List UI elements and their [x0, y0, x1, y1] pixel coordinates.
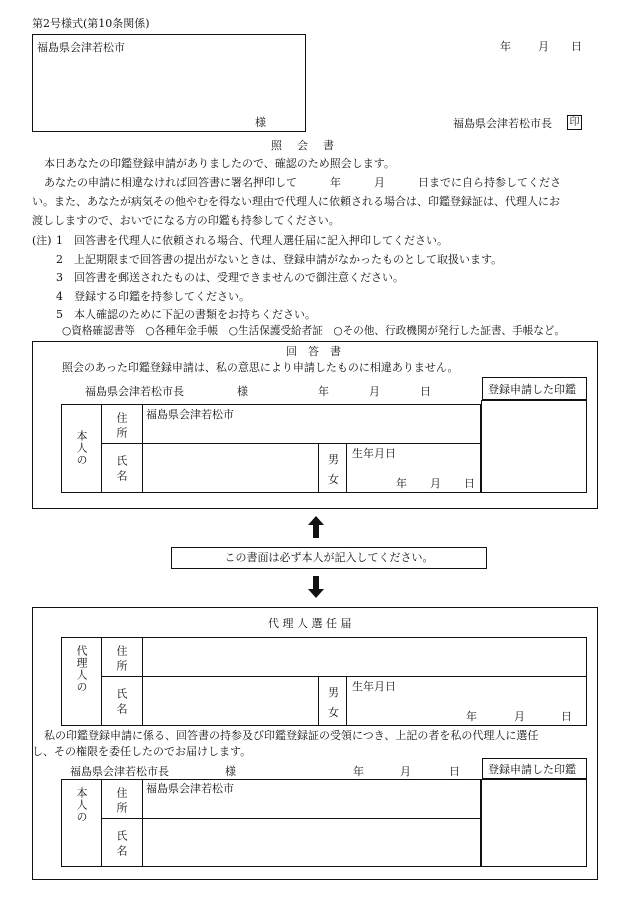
reply-birth-month: 月: [430, 477, 441, 490]
inquiry-paragraph-1: 本日あなたの印鑑登録申請がありましたので、確認のため照会します。: [44, 157, 395, 170]
inquiry-paragraph-2-line-3: 渡ししますので、おいでになる方の印鑑も持参してください。: [32, 214, 340, 227]
proxy-birth-label: 生年月日: [352, 680, 396, 693]
proxy-date-month: 月: [400, 765, 411, 778]
arrow-up-icon: [308, 516, 324, 538]
proxy-birth-day: 日: [561, 710, 572, 723]
inquiry-paragraph-2-line-1: あなたの申請に相違なければ回答書に署名押印して 年 月 日までに自ら持参してくださ: [44, 176, 561, 189]
inquiry-title: 照 会 書: [271, 139, 336, 152]
proxy-seal-header: [482, 758, 587, 779]
notice-box: [171, 547, 487, 569]
seal-mark: 印: [567, 115, 582, 130]
reply-birth-year: 年: [396, 477, 407, 490]
reply-birth-day: 日: [464, 477, 475, 490]
proxy-sama: 様: [225, 765, 236, 778]
proxy-person-name-field[interactable]: [146, 822, 476, 864]
required-documents: ○資格確認書等 ○各種年金手帳 ○生活保護受給者証 ○その他、行政機関が発行した証書、手帳など。: [62, 325, 566, 337]
reply-addressee: 福島県会津若松市長: [85, 385, 184, 398]
reply-seal-header: [482, 377, 587, 400]
divider: [101, 818, 481, 819]
reply-name-field[interactable]: [146, 448, 314, 490]
form-id: 第2号様式(第10条関係): [32, 17, 150, 30]
proxy-person-address-label: 住所: [115, 787, 128, 817]
proxy-name-label: 氏名: [115, 688, 128, 718]
reply-seal-area[interactable]: [481, 400, 587, 493]
notice-text: この書面は必ず本人が記入してください。: [224, 551, 434, 564]
proxy-title: 代 理 人 選 任 届: [268, 617, 352, 630]
addressee-address: 福島県会津若松市: [37, 41, 125, 54]
proxy-birth-year: 年: [466, 710, 477, 723]
addressee-sama: 様: [255, 116, 266, 129]
addressee-box[interactable]: [32, 34, 306, 132]
divider: [318, 443, 319, 493]
proxy-person-label: 本人の: [75, 787, 88, 823]
divider: [346, 676, 347, 726]
divider: [101, 637, 102, 726]
reply-seal-header-text: 登録申請した印鑑: [488, 383, 576, 396]
note-2: 2 上記期限まで回答書の提出がないときは、登録申請がなかったものとして取扱います。: [56, 253, 503, 266]
mayor-title: 福島県会津若松市長: [453, 117, 552, 130]
proxy-addressee: 福島県会津若松市長: [70, 765, 169, 778]
proxy-female[interactable]: 女: [328, 706, 339, 719]
divider: [101, 676, 587, 677]
proxy-seal-header-text: 登録申請した印鑑: [488, 763, 576, 776]
reply-female[interactable]: 女: [328, 473, 339, 486]
proxy-date-day: 日: [449, 765, 460, 778]
reply-statement: 照会のあった印鑑登録申請は、私の意思により申請したものに相違ありません。: [62, 361, 459, 374]
divider: [142, 779, 143, 867]
top-date-day: 日: [571, 40, 582, 53]
proxy-agent-label: 代理人の: [75, 645, 88, 693]
proxy-birth-month: 月: [514, 710, 525, 723]
note-5: 5 本人確認のために下記の書類をお持ちください。: [56, 308, 316, 321]
reply-date-year: 年: [318, 385, 329, 398]
reply-address-value[interactable]: 福島県会津若松市: [146, 408, 234, 421]
reply-title: 回 答 書: [286, 345, 341, 358]
proxy-statement-line-2: し、その権限を委任したのでお届けします。: [32, 745, 252, 758]
inquiry-paragraph-2-line-2: い。また、あなたが病気その他やむを得ない理由で代理人に依頼される場合は、印鑑登録証は、代理人にお: [32, 195, 560, 208]
reply-name-label: 氏名: [115, 455, 128, 485]
reply-sama: 様: [237, 385, 248, 398]
note-3: 3 回答書を郵送されたものは、受理できませんので御注意ください。: [56, 271, 404, 284]
divider: [101, 779, 102, 867]
divider: [346, 443, 347, 493]
divider: [101, 404, 102, 493]
proxy-statement-line-1: 私の印鑑登録申請に係る、回答書の持参及び印鑑登録証の受領につき、上記の者を私の代理人に選任: [44, 729, 539, 742]
reply-date-month: 月: [369, 385, 380, 398]
divider: [318, 676, 319, 726]
proxy-name-field[interactable]: [146, 680, 314, 722]
proxy-male[interactable]: 男: [328, 686, 339, 699]
divider: [101, 443, 481, 444]
top-date-year: 年: [500, 40, 511, 53]
arrow-down-icon: [308, 576, 324, 598]
top-date-month: 月: [538, 40, 549, 53]
note-label: (注): [32, 234, 52, 247]
divider: [142, 637, 143, 726]
reply-person-label: 本人の: [75, 430, 88, 466]
note-1: 1 回答書を代理人に依頼される場合、代理人選任届に記入押印してください。: [56, 234, 448, 247]
reply-date-day: 日: [420, 385, 431, 398]
proxy-address-field[interactable]: [146, 641, 582, 673]
reply-birth-label: 生年月日: [352, 447, 396, 460]
reply-address-label: 住所: [115, 412, 128, 442]
reply-male[interactable]: 男: [328, 453, 339, 466]
proxy-date-year: 年: [353, 765, 364, 778]
proxy-person-name-label: 氏名: [115, 830, 128, 860]
proxy-address-label: 住所: [115, 645, 128, 675]
note-4: 4 登録する印鑑を持参してください。: [56, 290, 250, 303]
divider: [142, 404, 143, 493]
proxy-person-address-value[interactable]: 福島県会津若松市: [146, 782, 234, 795]
proxy-seal-area[interactable]: [481, 779, 587, 867]
